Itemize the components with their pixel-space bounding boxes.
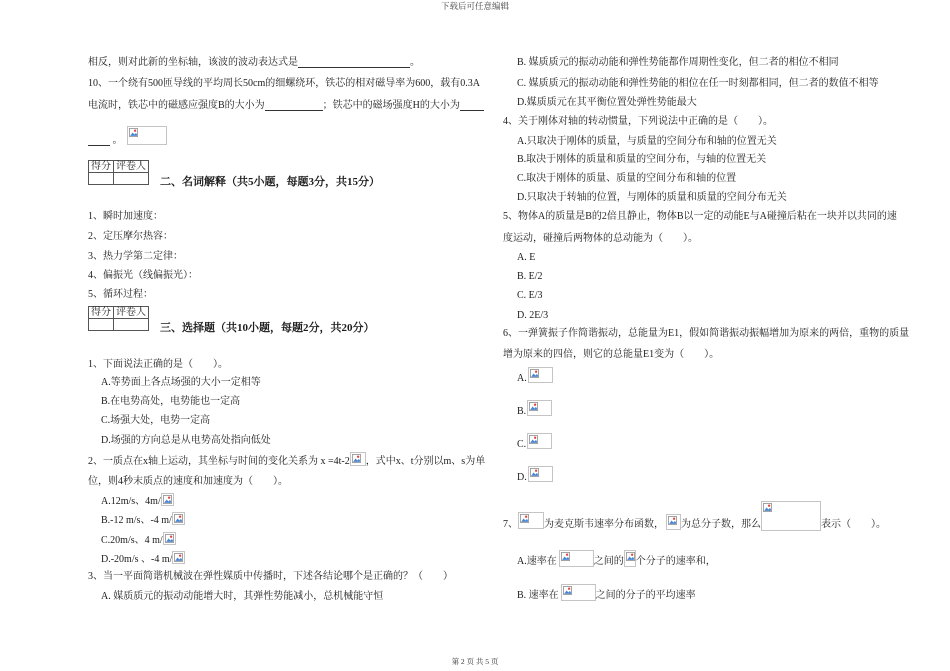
option-text: C. E/3 (517, 290, 543, 301)
question-text: 7、 (503, 519, 518, 530)
definition-item (88, 231, 173, 243)
image-glyph-sun (534, 404, 536, 406)
image-glyph-sun (673, 518, 675, 520)
question-stem (88, 359, 228, 371)
definition-item (88, 251, 183, 263)
broken-image-icon (761, 501, 821, 531)
option-item (517, 252, 535, 264)
score-entry-cell (89, 319, 114, 331)
option-item (517, 466, 553, 484)
section-heading-choice: 三、选择题（共10小题，每题2分，共20分） (160, 322, 375, 334)
question-text: 表示（ ）。 (821, 519, 886, 530)
broken-image-icon (518, 512, 544, 529)
option-text: B. (517, 406, 527, 417)
image-glyph (352, 454, 361, 463)
option-text: B. E/2 (517, 271, 543, 282)
option-text: 之间的 (593, 556, 624, 567)
option-item (101, 377, 261, 389)
option-text: C.取决于刚体的质量、质量的空间分布和轴的位置 (517, 173, 737, 184)
option-item (101, 532, 176, 547)
image-glyph-sun (133, 130, 135, 132)
q10-text-2b: ；铁芯中的磁场强度H的大小为 (322, 100, 460, 111)
option-item (517, 78, 879, 90)
q10-line-2 (88, 100, 484, 112)
broken-image-icon (666, 514, 681, 530)
image-glyph-sun (631, 554, 633, 556)
option-text: D. (517, 472, 527, 483)
score-box-entry-row (89, 173, 149, 185)
image-glyph-sun (535, 470, 537, 472)
question-stem (503, 211, 897, 223)
image-glyph-sun (179, 555, 181, 557)
page-header (0, 1, 950, 11)
broken-image-icon (528, 367, 553, 383)
image-glyph (165, 534, 174, 543)
score-box-header-row (89, 307, 149, 319)
option-item (517, 550, 716, 568)
image-glyph-sun (168, 497, 170, 499)
image-glyph (174, 514, 183, 523)
header-note: 下载后可任意编辑 (440, 1, 509, 11)
option-item (101, 493, 174, 508)
image-glyph-sun (568, 588, 570, 590)
option-item (517, 367, 553, 385)
score-entry-cell (89, 173, 114, 185)
score-label: 得分 (89, 161, 114, 173)
image-glyph (668, 516, 677, 525)
score-box (88, 306, 149, 331)
option-item (517, 433, 552, 451)
broken-image-icon (172, 512, 185, 525)
page-footer (0, 657, 950, 667)
definition-item (88, 289, 153, 301)
question-stem-cont (88, 476, 288, 488)
definition-text: 3、热力学第二定律： (88, 251, 183, 262)
option-item (517, 271, 543, 283)
q10-text-2a: 电流时，铁芯中的磁感应强度B的大小为 (88, 100, 265, 111)
answer-blank-h-cont (88, 135, 110, 146)
broken-image-icon (624, 550, 636, 567)
q9-tail-text: 相反，则对此新的坐标轴，该波的波动表达式是 (88, 57, 298, 68)
option-text: A.等势面上各点场强的大小一定相等 (101, 377, 261, 388)
answer-blank-b (265, 100, 323, 111)
image-glyph (129, 128, 138, 137)
option-item (101, 551, 185, 566)
definition-text: 5、循环过程： (88, 289, 153, 300)
image-glyph (529, 435, 538, 444)
option-item (517, 400, 552, 418)
score-label: 得分 (89, 307, 114, 319)
broken-image-icon (527, 400, 552, 416)
image-glyph (563, 586, 572, 595)
image-glyph-sun (179, 516, 181, 518)
option-text: B. 速率在 (517, 590, 559, 601)
score-box (88, 160, 149, 185)
image-glyph (520, 514, 529, 523)
score-box-entry-row (89, 319, 149, 331)
option-item (101, 435, 271, 447)
option-item (517, 136, 777, 148)
question-text: 度运动，碰撞后两物体的总动能为（ ）。 (503, 233, 698, 244)
definition-text: 4、偏振光（线偏振光）： (88, 270, 198, 281)
broken-image-icon (161, 493, 174, 506)
image-glyph-sun (534, 437, 536, 439)
option-text: D.-20m/s 、-4 m/ (101, 554, 173, 565)
option-text: 之间的分子的平均速率 (595, 590, 696, 601)
option-text: 个分子的速率和， (635, 556, 716, 567)
q10-text-end: 。 (110, 135, 123, 146)
definition-item (88, 270, 198, 282)
option-item (517, 173, 736, 185)
option-text: B.取决于刚体的质量和质量的空间分布，与轴的位置无关 (517, 154, 767, 165)
option-item (517, 584, 696, 602)
option-text: A.速率在 (517, 556, 557, 567)
section-heading-definitions: 二、名词解释（共5小题，每题3分，共15分） (160, 176, 380, 188)
option-text: B.在电势高处，电势能也一定高 (101, 396, 241, 407)
option-text: B. 媒质质元的振动动能和弹性势能都作周期性变化，但二者的相位不相同 (517, 57, 839, 68)
image-glyph (626, 552, 635, 561)
option-text: B.-12 m/s、-4 m/ (101, 515, 172, 526)
option-text: A. E (517, 252, 536, 263)
answer-blank-h (460, 100, 484, 111)
option-text: D. 2E/3 (517, 310, 549, 321)
option-text: C.20m/s、4 m/ (101, 535, 163, 546)
broken-image-icon (528, 466, 553, 482)
question-stem (88, 571, 453, 583)
broken-image-icon (561, 584, 596, 601)
question-text: 位，则4秒末质点的速度和加速度为（ ）。 (88, 476, 288, 487)
page-number: 第 2 页 共 5 页 (451, 657, 499, 666)
q10-text-1: 10、一个绕有500匝导线的平均周长50cm的细螺绕环，铁芯的相对磁导率为600，载有0.3A (88, 78, 480, 89)
broken-image-icon (127, 126, 167, 145)
broken-image-icon (527, 433, 552, 449)
option-item (101, 591, 383, 603)
option-item (517, 290, 543, 302)
question-text: 2、一质点在x轴上运动，其坐标与时间的变化关系为 x =4t-2 (88, 456, 350, 467)
question-stem-cont (503, 349, 719, 361)
broken-image-icon (350, 452, 366, 466)
option-text: C. (517, 439, 527, 450)
option-item (517, 154, 766, 166)
grader-entry-cell (114, 319, 149, 331)
image-glyph-sun (170, 536, 172, 538)
question-text: 3、当一平面简谐机械波在弹性媒质中传播时，下述各结论哪个是正确的？（ ） (88, 571, 453, 582)
question-stem-cont (503, 233, 698, 245)
option-text: D.只取决于转轴的位置，与刚体的质量和质量的空间分布无关 (517, 192, 787, 203)
q10-line-3 (88, 126, 167, 147)
broken-image-icon (172, 551, 185, 564)
q9-tail-line (88, 57, 420, 69)
image-glyph-sun (768, 505, 770, 507)
question-text: 4、关于刚体对轴的转动惯量，下列说法中正确的是（ ）。 (503, 116, 773, 127)
option-item (101, 415, 210, 427)
image-glyph (174, 553, 183, 562)
image-glyph (530, 468, 539, 477)
option-text: D.场强的方向总是从电势高处指向低处 (101, 435, 271, 446)
option-text: A. (517, 373, 527, 384)
definition-text: 2、定压摩尔热容： (88, 231, 173, 242)
question-text: 为麦克斯韦速率分布函数， (544, 519, 664, 530)
option-item (517, 192, 787, 204)
question-text: 5、物体A的质量是B的2倍且静止，物体B以一定的动能E与A碰撞后粘在一块并以共同的速 (503, 211, 897, 222)
image-glyph-sun (535, 371, 537, 373)
option-text: C.场强大处，电势一定高 (101, 415, 211, 426)
option-text: A.只取决于刚体的质量，与质量的空间分布和轴的位置无关 (517, 136, 777, 147)
question-text: 1、下面说法正确的是（ ）。 (88, 359, 228, 370)
option-text: A.12m/s、4m/ (101, 496, 161, 507)
image-glyph (530, 369, 539, 378)
definition-item (88, 211, 163, 223)
score-box-header-row (89, 161, 149, 173)
question-stem (503, 116, 773, 128)
option-text: A. 媒质质元的振动动能增大时，其弹性势能减小，总机械能守恒 (101, 591, 384, 602)
option-item (101, 512, 185, 527)
question-stem (503, 328, 909, 340)
broken-image-icon (163, 532, 176, 545)
option-item (517, 97, 697, 109)
image-glyph (561, 552, 570, 561)
question-stem (88, 452, 485, 468)
grader-label: 评卷人 (114, 161, 149, 173)
answer-blank (298, 57, 410, 68)
question-text: 6、一弹簧振子作简谐振动，总能量为E1，假如简谐振动振幅增加为原来的两倍，重物的质量 (503, 328, 910, 339)
image-glyph (529, 402, 538, 411)
question-text: ，式中x、t分别以m、s为单 (365, 456, 486, 467)
broken-image-icon (559, 550, 594, 567)
q9-tail-end: 。 (410, 57, 420, 68)
grader-entry-cell (114, 173, 149, 185)
option-item (517, 310, 548, 322)
image-glyph-sun (566, 554, 568, 556)
option-text: C. 媒质质元的振动动能和弹性势能的相位在任一时刻都相同，但二者的数值不相等 (517, 78, 879, 89)
image-glyph (163, 495, 172, 504)
question-text: 为总分子数，那么 (681, 519, 761, 530)
option-text: D.媒质质元在其平衡位置处弹性势能最大 (517, 97, 697, 108)
q10-line-1 (88, 78, 480, 90)
option-item (101, 396, 240, 408)
image-glyph (763, 503, 772, 512)
definition-text: 1、瞬时加速度： (88, 211, 163, 222)
option-item (517, 57, 839, 69)
image-glyph-sun (357, 456, 359, 458)
image-glyph-sun (525, 516, 527, 518)
question-text: 增为原来的四倍，则它的总能量E1变为（ ）。 (503, 349, 720, 360)
question-stem (503, 500, 886, 531)
grader-label: 评卷人 (114, 307, 149, 319)
